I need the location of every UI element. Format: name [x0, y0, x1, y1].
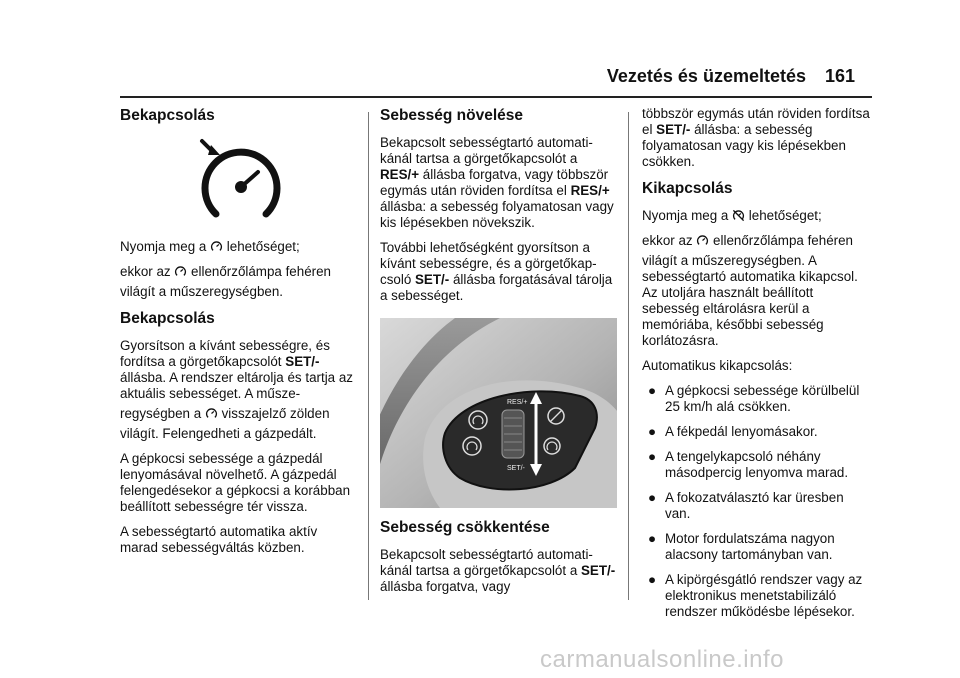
paragraph: A gépkocsi sebessége a gázpedál lenyomásával növelhető. A gázpedál felengedésekor a gépkocsi a korábban beállított sebességre tér vissza.	[120, 451, 351, 514]
res-label: RES/+	[507, 399, 528, 406]
heading-sebesseg-csokkentese: Sebesség csökkentése	[380, 519, 550, 536]
column-divider	[628, 112, 629, 600]
paragraph: többször egymás után röviden fordítsa el SET/- állásba: a sebesség folyamatosan vagy kis lépésekben csökken.	[642, 106, 870, 169]
steering-wheel-image	[380, 318, 617, 508]
heading-bekapcsolas-2: Bekapcsolás	[120, 310, 215, 327]
cruise-control-icon	[174, 265, 187, 278]
paragraph: Automatikus kikapcsolás:	[642, 358, 793, 373]
list-item: ● Motor fordulatszáma nagyon alacsony tartományban van.	[648, 531, 835, 562]
column-divider	[368, 112, 369, 600]
watermark: carmanualsonline.info	[540, 646, 784, 673]
list-item: ● A fokozatválasztó kar üresben van.	[648, 490, 844, 521]
paragraph: világít a műszeregységben.	[120, 284, 284, 299]
column-left	[120, 106, 358, 565]
paragraph: Bekapcsolt sebességtartó automati-kánál tartsa a görgetőkapcsolót a SET/- állásba forgatva, vagy	[380, 547, 616, 594]
paragraph: Gyorsítson a kívánt sebességre, és fordítsa a görgetőkapcsolót SET/- állásba. A rendszer eltárolja és tartja az aktuális sebességet. A műsze-	[120, 338, 353, 401]
paragraph: Nyomja meg a lehetőséget;	[120, 239, 300, 254]
paragraph: világít a műszeregységben. A sebességtartó automatika kikapcsol. Az utoljára használt beállított sebesség eltárolásra kerül a memóriába, későbbi sebesség korlátozásra.	[642, 253, 858, 348]
page-number: 161	[824, 66, 855, 86]
paragraph: A sebességtartó automatika aktív marad sebességváltás közben.	[120, 524, 318, 555]
cruise-control-icon	[205, 407, 218, 420]
paragraph: Nyomja meg a lehetőséget;	[642, 208, 822, 223]
paragraph: Bekapcsolt sebességtartó automati-kánál tartsa a görgetőkapcsolót a RES/+ állásba forgatva, vagy többször egymás után röviden fordítsa el RES/+ állásba: a sebesség folyamatosan vagy kis lépésekben növekszik.	[380, 135, 614, 230]
section-title: Vezetés és üzemeltetés	[606, 66, 806, 86]
heading-kikapcsolas: Kikapcsolás	[642, 180, 733, 197]
header-rule	[120, 96, 872, 98]
paragraph: ekkor az ellenőrzőlámpa fehéren	[642, 233, 853, 248]
list-item: ● A kipörgésgátló rendszer vagy az elektronikus menetstabilizáló rendszer működésbe lépésekor.	[648, 572, 863, 619]
list-item: ● A fékpedál lenyomásakor.	[648, 424, 818, 439]
heading-bekapcsolas: Bekapcsolás	[120, 107, 215, 124]
cruise-control-off-icon	[732, 209, 745, 222]
list-item: ● A gépkocsi sebessége körülbelül 25 km/h alá csökken.	[648, 383, 860, 414]
column-right	[642, 106, 872, 629]
cruise-control-icon	[696, 234, 709, 247]
cruise-control-icon	[210, 240, 223, 253]
heading-sebesseg-novelese: Sebesség növelése	[380, 107, 524, 124]
list-item: ● A tengelykapcsoló néhány másodpercig lenyomva marad.	[648, 449, 849, 480]
cruise-control-icon	[120, 133, 358, 233]
paragraph: ekkor az ellenőrzőlámpa fehéren	[120, 264, 331, 279]
paragraph: regységben a visszajelző zölden	[120, 406, 330, 421]
paragraph: További lehetőségként gyorsítson a kívánt sebességre, és a görgetőkap-csoló SET/- állásba forgatásával tárolja a sebességet.	[380, 240, 613, 303]
paragraph: világít. Felengedheti a gázpedált.	[120, 426, 317, 441]
page-header	[0, 0, 960, 100]
set-label: SET/-	[507, 465, 525, 472]
column-middle	[380, 106, 620, 604]
